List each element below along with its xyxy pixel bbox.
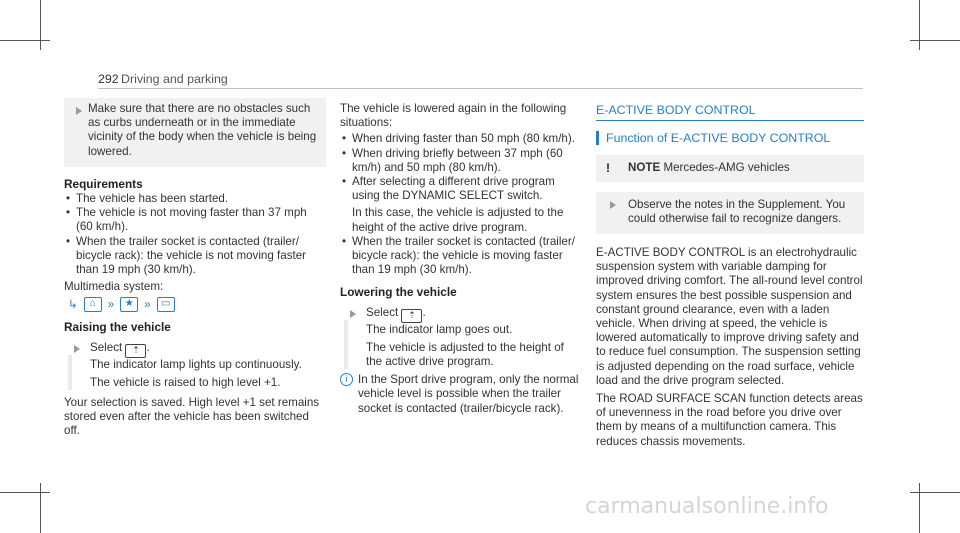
closing-paragraph: Your selection is saved. High level +1 set remains stored even after the vehicle has been switched off. (64, 396, 320, 438)
header-rule (98, 88, 863, 89)
step-bar (344, 320, 348, 370)
info-icon: i (340, 373, 353, 386)
requirements-heading: Requirements (64, 176, 143, 191)
raising-heading: Raising the vehicle (64, 320, 171, 335)
step-arrow-icon (76, 107, 82, 115)
list-item: • The vehicle is not moving faster than 37 mph (60 km/h). (64, 206, 326, 234)
right-column (596, 103, 864, 449)
step-arrow-icon (610, 201, 616, 209)
requirements-list (64, 192, 326, 277)
watermark: carmanualsonline.info (585, 494, 829, 519)
section-rule (596, 120, 864, 121)
list-item: • When the trailer socket is contacted (trailer/ bicycle rack): the vehicle is moving faster than 19 mph (30 km/h). (340, 235, 580, 278)
crop-mark (919, 483, 920, 533)
caution-text: Make sure that there are no obstacles such as curbs underneath or in the immediate vicinity of the body when the vehicle is being lowered. (88, 102, 317, 158)
list-item-text: After selecting a different drive program using the DYNAMIC SELECT switch. (352, 175, 555, 203)
crop-mark (40, 483, 41, 533)
star-icon: ★ (120, 297, 138, 312)
crop-mark (0, 40, 50, 41)
observe-text: Observe the notes in the Supplement. You could otherwise fail to recognize dangers. (628, 197, 846, 225)
body-paragraph: The ROAD SURFACE SCAN function detects areas of unevenness in the road before you drive over them by means of a multifunction camera. This reduces chassis movements. (596, 392, 863, 448)
raise-result: The vehicle is raised to high level +1. (90, 375, 281, 389)
raise-step-prefix: Select (90, 340, 123, 354)
running-header: Driving and parking (121, 72, 228, 86)
vehicle-icon: ▭ (157, 297, 175, 312)
body-paragraph: E-ACTIVE BODY CONTROL is an electrohydraulic suspension system with variable damping for improved driving comfort. The all-round level control system ensures the best possible suspension and constant ground clearance, even with a laden vehicle. When driving at speed, the vehicle is lowered automatically to improve driving safety and to reduce fuel consumption. The suspension setting is adjusted depending on the road surface, vehicle load and the drive program selected. (596, 246, 863, 387)
lower-result: The indicator lamp goes out. (366, 322, 513, 336)
caution-note (64, 98, 326, 167)
raise-result: The indicator lamp lights up continuously. (90, 357, 302, 371)
step-arrow-icon (350, 310, 356, 318)
chevron-right-icon: » (107, 297, 115, 311)
crop-mark (919, 0, 920, 50)
list-item: • When driving faster than 50 mph (80 km/h). (340, 132, 580, 146)
step-arrow-icon (74, 345, 80, 353)
home-icon: ⌂ (84, 297, 102, 312)
lower-result: The vehicle is adjusted to the height of the active drive program. (366, 340, 564, 369)
situations-list (340, 132, 580, 277)
observe-box (596, 192, 864, 234)
lower-step-prefix: Select (366, 305, 399, 319)
list-item: • When driving briefly between 37 mph (60 km/h) and 50 mph (80 km/h). (340, 147, 580, 175)
lowering-intro: The vehicle is lowered again in the following situations: (340, 102, 567, 130)
vehicle-level-icon: ⇡ (401, 309, 422, 323)
menu-path (68, 297, 326, 312)
crop-mark (40, 0, 41, 50)
middle-column (340, 102, 580, 416)
notice-label: NOTE (628, 161, 661, 175)
list-item-extra: In this case, the vehicle is adjusted to the height of the active drive program. (352, 206, 564, 234)
notice-box (596, 155, 864, 181)
raise-step (64, 341, 326, 390)
section-title: E-ACTIVE BODY CONTROL (596, 103, 756, 117)
info-note (340, 373, 580, 416)
multimedia-label: Multimedia system: (64, 280, 164, 294)
crop-mark (910, 492, 960, 493)
list-item: • When the trailer socket is contacted (trailer/ bicycle rack): the vehicle is not moving faster than 19 mph (30 km/h). (64, 235, 326, 278)
notice-text: Mercedes-AMG vehicles (663, 161, 790, 175)
subsection-title: Function of E-ACTIVE BODY CONTROL (596, 131, 864, 145)
warning-icon: ! (606, 161, 610, 176)
lower-step-suffix: . (422, 305, 426, 319)
raise-step-suffix: . (146, 340, 150, 354)
page-number: 292 (98, 72, 119, 86)
menu-arrow-icon: ↳ (68, 297, 78, 311)
lower-step (340, 306, 580, 370)
chevron-right-icon: » (144, 297, 151, 311)
vehicle-level-icon: ⇡ (125, 344, 146, 358)
list-item: • The vehicle has been started. (64, 192, 326, 206)
list-item (340, 175, 580, 235)
crop-mark (910, 40, 960, 41)
lowering-heading: Lowering the vehicle (340, 285, 457, 300)
crop-mark (0, 492, 50, 493)
info-text: In the Sport drive program, only the normal vehicle level is possible when the trailer socket is contacted (trailer/bicycle rack). (358, 373, 579, 415)
step-bar (68, 355, 72, 390)
left-column (64, 98, 326, 439)
